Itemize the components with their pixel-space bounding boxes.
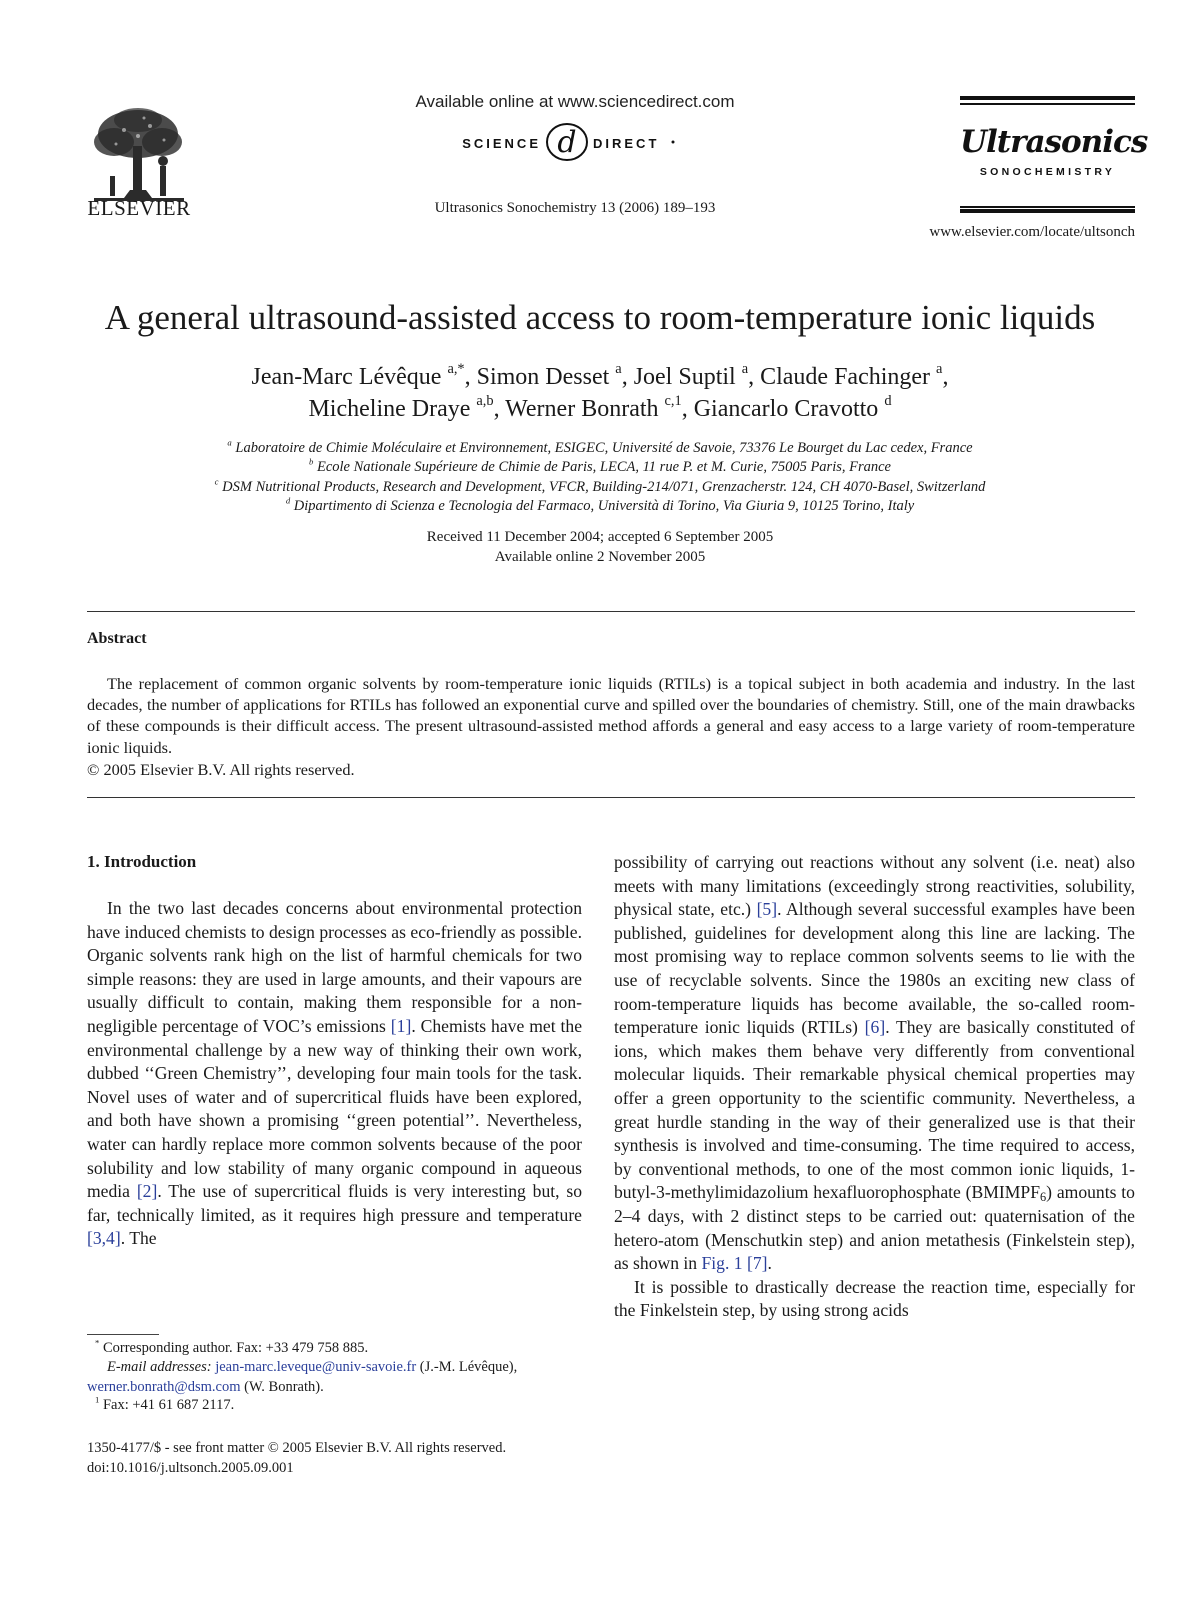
right-column-paragraph-2: It is possible to drastically decrease the reaction time, especially for the Finkelstein step, by using strong acids xyxy=(614,1276,1135,1321)
author-affiliation-mark: d xyxy=(884,393,892,410)
sciencedirect-right-text: DIRECT xyxy=(593,136,660,151)
affiliation-mark: a xyxy=(227,437,232,448)
abstract-bottom-rule xyxy=(87,797,1135,798)
email-link-leveque[interactable]: jean-marc.leveque@univ-savoie.fr xyxy=(215,1359,417,1375)
author-name: Micheline Draye xyxy=(308,396,477,422)
author-affiliation-mark: c,1 xyxy=(664,393,682,410)
logo-rule xyxy=(960,96,1135,100)
right-column xyxy=(614,851,1135,1323)
author-separator: , xyxy=(942,364,949,390)
paragraph-text: ) amounts to 2–4 days, with 2 distinct steps to be carried out: quaternisation of the hetero-atom (Menschutkin step) and anion metathesis (Finkelstein step), as shown in xyxy=(614,1182,1135,1274)
author-affiliation-mark: a xyxy=(741,361,749,378)
logo-rule xyxy=(960,209,1135,213)
authors-line-1 xyxy=(60,361,1140,391)
affiliation-d xyxy=(60,495,1140,515)
author-name: Joel Suptil xyxy=(633,364,742,390)
affiliation-text: Ecole Nationale Supérieure de Chimie de Paris, LECA, 11 rue P. et M. Curie, 75005 Paris, France xyxy=(313,459,891,475)
issn-line: 1350-4177/$ - see front matter © 2005 Elsevier B.V. All rights reserved. xyxy=(87,1440,507,1456)
author-separator: , xyxy=(621,364,634,390)
email-owner: (W. Bonrath). xyxy=(240,1378,324,1395)
received-dates: Received 11 December 2004; accepted 6 September 2005 xyxy=(426,529,774,545)
author-name: Giancarlo Cravotto xyxy=(693,396,885,422)
paragraph-text: In the two last decades concerns about environmental protection have induced chemists to design processes as eco-friendly as possible. Organic solvents rank high on the list of harmful chemicals for two simple reasons: they are used in large amounts, and their vapours are usually difficult to contain, making them responsible for a non-negligible percentage of VOC’s emissions xyxy=(87,898,582,1036)
doi-line: doi:10.1016/j.ultsonch.2005.09.001 xyxy=(87,1460,294,1476)
affiliation-text: DSM Nutritional Products, Research and Development, VFCR, Building-214/071, Grenzacherstr. 124, CH 4070-Basel, Switzerland xyxy=(218,479,986,495)
author-name: Werner Bonrath xyxy=(505,396,665,422)
subscript: 6 xyxy=(1040,1190,1047,1205)
affiliation-text: Dipartimento di Scienza e Tecnologia del Farmaco, Università di Torino, Via Giuria 9, 10125 Torino, Italy xyxy=(290,498,915,514)
abstract-heading: Abstract xyxy=(87,630,147,647)
available-online-date: Available online 2 November 2005 xyxy=(494,549,706,565)
footnote-fax xyxy=(87,1396,582,1416)
paragraph-text: . Chemists have met the environmental challenge by a new way of thinking their own work, dubbed ‘‘Green Chemistry’’, developing four main tools for the task. Novel uses of water and of supercritical fluids have been explored, and both have shown a promising ‘‘green potential’’. Nevertheless, water can hardly replace more common solvents because of the poor solubility and low stability of many organic compound in aqueous media xyxy=(87,1015,582,1202)
sciencedirect-left-text: SCIENCE xyxy=(462,136,541,151)
abstract-text: The replacement of common organic solvents by room-temperature ionic liquids (RTILs) is a topical subject in both academia and industry. In the last decades, the number of applications for RTILs has followed an exponential curve and spilled over the boundaries of chemistry. Still, one of the main drawbacks of these compounds is their difficult access. The present ultrasound-assisted method affords a general and easy access to a large variety of room-temperature ionic liquids. xyxy=(87,674,1135,757)
available-online-banner: Available online at www.sciencedirect.com xyxy=(415,92,735,111)
email-link-bonrath[interactable]: werner.bonrath@dsm.com xyxy=(87,1378,241,1395)
footnote-text: Corresponding author. Fax: +33 479 758 885. xyxy=(99,1340,369,1356)
author-separator: , xyxy=(681,396,694,422)
paragraph-text: . They are basically constituted of ions, which makes them behave very differently from conventional molecular liquids. Their remarkable physical chemical properties may offer a green opportunity to the scientific community. Nevertheless, a great hurdle standing in the way of their generalized use is that their synthesis is involved and time-consuming. The time required to access, by conventional methods, to one of the most common ionic liquids, 1-butyl-3-methylimidazolium hexafluorophosphate (BMIMPF xyxy=(614,1017,1136,1203)
citation-link[interactable]: [3,4] xyxy=(87,1228,121,1249)
sciencedirect-logo xyxy=(455,118,715,168)
abstract-top-rule xyxy=(87,611,1135,612)
paragraph-text: . xyxy=(767,1253,772,1274)
citation-link[interactable]: [5] xyxy=(756,899,778,920)
affiliation-c xyxy=(60,476,1140,496)
logo-rule xyxy=(960,206,1135,208)
affiliation-a xyxy=(60,437,1140,457)
affiliation-mark: c xyxy=(214,476,219,487)
author-separator: , xyxy=(748,364,761,390)
author-name: Simon Desset xyxy=(476,364,616,390)
affiliation-mark: b xyxy=(309,456,314,467)
journal-logo-subtitle: SONOCHEMISTRY xyxy=(979,166,1116,178)
author-affiliation-mark: a,* xyxy=(447,361,465,378)
journal-url: www.elsevier.com/locate/ultsonch xyxy=(929,224,1135,240)
affiliation-b xyxy=(60,456,1140,476)
author-affiliation-mark: a xyxy=(936,361,943,378)
left-column-paragraph xyxy=(87,897,582,1251)
journal-logo xyxy=(960,96,1148,212)
paragraph-text: possibility of carrying out reactions without any solvent (i.e. neat) also meets with many limitations (exceedingly strong reactivities, solubility, physical state, etc.) xyxy=(614,852,1135,920)
article-title: A general ultrasound-assisted access to room-temperature ionic liquids xyxy=(104,298,1096,337)
paragraph-text: . The use of supercritical fluids is very interesting but, so far, technically limited, as it requires high pressure and temperature xyxy=(87,1181,582,1225)
author-name: Claude Fachinger xyxy=(760,364,937,390)
citation-link[interactable]: [6] xyxy=(864,1017,886,1038)
author-affiliation-mark: a xyxy=(615,361,622,378)
author-name: Jean-Marc Lévêque xyxy=(251,364,448,390)
journal-citation: Ultrasonics Sonochemistry 13 (2006) 189–193 xyxy=(434,200,716,216)
paragraph-text: . The xyxy=(120,1228,157,1249)
citation-link[interactable]: Fig. 1 xyxy=(701,1253,743,1274)
citation-link[interactable]: [2] xyxy=(136,1181,158,1202)
svg-text:d: d xyxy=(557,125,577,160)
affiliation-text: Laboratoire de Chimie Moléculaire et Environnement, ESIGEC, Université de Savoie, 73376 Le Bourget du Lac cedex, France xyxy=(231,440,973,456)
publisher-wordmark: ELSEVIER xyxy=(87,196,191,220)
abstract-copyright: © 2005 Elsevier B.V. All rights reserved. xyxy=(87,760,355,779)
author-separator: , xyxy=(464,364,477,390)
logo-rule xyxy=(960,103,1135,105)
footnote-corresponding xyxy=(87,1339,582,1359)
author-affiliation-mark: a,b xyxy=(476,393,494,410)
citation-link[interactable]: [7] xyxy=(746,1253,768,1274)
author-separator: , xyxy=(493,396,506,422)
footnote-mark: * xyxy=(95,1337,100,1348)
authors-line-2 xyxy=(60,393,1140,423)
email-label: E-mail addresses: xyxy=(107,1359,212,1375)
footnote-emails xyxy=(87,1358,582,1397)
right-column-paragraph-1 xyxy=(614,851,1135,1276)
section-heading: 1. Introduction xyxy=(87,852,197,871)
email-owner: (J.-M. Lévêque), xyxy=(416,1359,518,1375)
citation-link[interactable]: [1] xyxy=(390,1015,412,1036)
journal-logo-name: Ultrasonics xyxy=(960,124,1148,160)
footnote-mark: 1 xyxy=(95,1394,100,1405)
paragraph-text: . Although several successful examples have been published, guidelines for development along this line are lacking. The most promising way to replace common solvents seems to lie with the use of recyclable solvents. Since the 1980s an exciting new class of room-temperature liquids has become available, the so-called room-temperature ionic liquids (RTILs) xyxy=(614,899,1135,1038)
affiliation-mark: d xyxy=(285,495,291,506)
footnote-text: Fax: +41 61 687 2117. xyxy=(99,1397,235,1413)
footnote-rule xyxy=(87,1334,159,1335)
